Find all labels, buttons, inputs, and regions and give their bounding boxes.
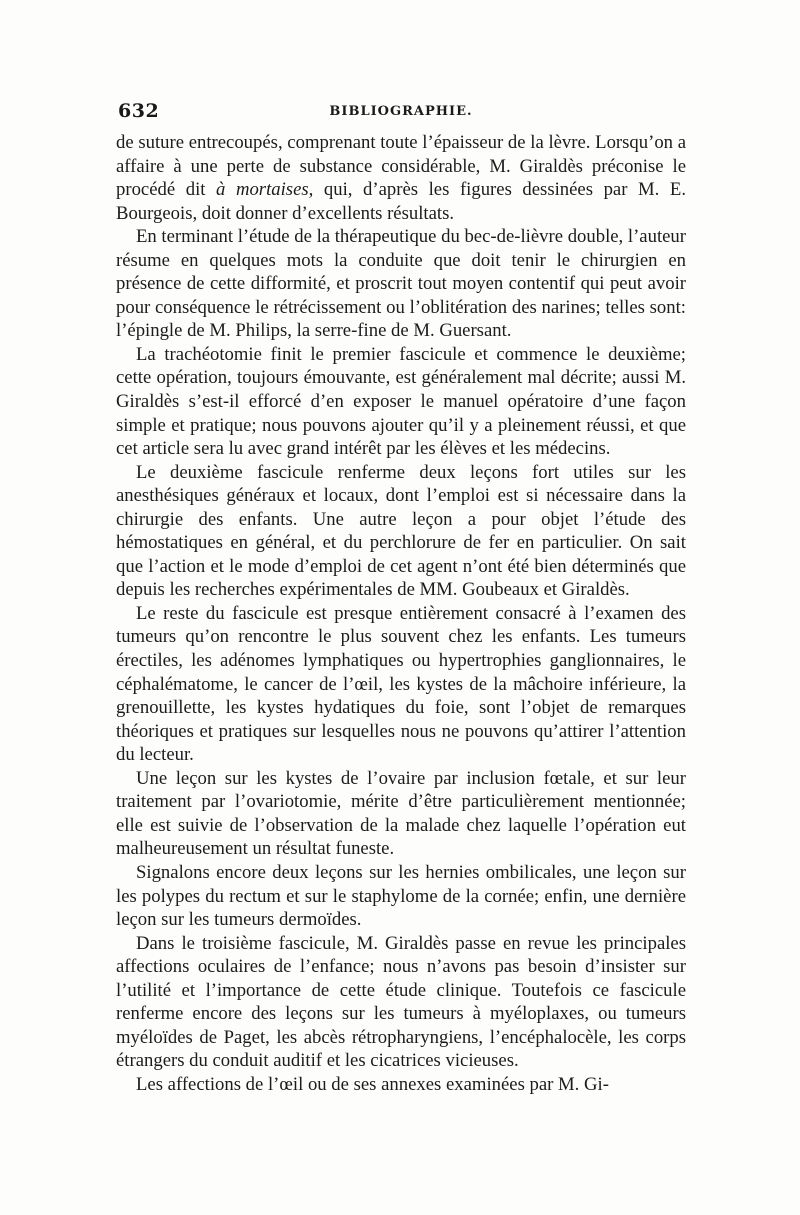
paragraph-6: Une leçon sur les kystes de l’ovaire par inclusion fœtale, et sur leur traitement par l’ovariotomie, mérite d’être particulièrement mentionnée; elle est suivie de l’observation de la malade chez laquelle l’opération eut malheureusement un résultat funeste.	[116, 767, 686, 860]
paragraph-5: Le reste du fascicule est presque entièrement consacré à l’examen des tumeurs qu’on rencontre le plus souvent chez les enfants. Les tumeurs érectiles, les adénomes lymphatiques ou hypertrophies ganglionnaires, le céphalématome, le cancer de l’œil, les kystes de la mâchoire inférieure, la grenouillette, les kystes hydatiques du foie, sont l’objet de remarques théoriques et pratiques sur lesquelles nous ne pouvons qu’attirer l’attention du lecteur.	[116, 602, 686, 766]
paragraph-8: Dans le troisième fascicule, M. Giraldès passe en revue les principales affections oculaires de l’enfance; nous n’avons pas besoin d’insister sur l’utilité et l’importance de cette étude clinique. Toutefois ce fascicule renferme encore des leçons sur les tumeurs à myéloplaxes, ou tumeurs myéloïdes de Paget, les abcès rétropharyngiens, l’encéphalocèle, les corps étrangers du conduit auditif et les cicatrices vicieuses.	[116, 932, 686, 1072]
page-number: 632	[118, 100, 160, 122]
running-title: BIBLIOGRAPHIE.	[329, 104, 473, 119]
emphasis-text: à mortaises,	[216, 179, 314, 201]
paragraph-3: La trachéotomie finit le premier fascicule et commence le deuxième; cette opération, toujours émouvante, est généralement mal décrite; aussi M. Giraldès s’est-il efforcé d’en exposer le manuel opératoire d’une façon simple et pratique; nous pouvons ajouter qu’il y a pleinement réussi, et que cet article sera lu avec grand intérêt par les élèves et les médecins.	[116, 343, 686, 460]
page-header	[118, 100, 684, 126]
body-text	[116, 131, 686, 1096]
paragraph-7: Signalons encore deux leçons sur les hernies ombilicales, une leçon sur les polypes du rectum et sur le staphylome de la cornée; enfin, une dernière leçon sur les tumeurs dermoïdes.	[116, 861, 686, 931]
paragraph-2: En terminant l’étude de la thérapeutique du bec-de-lièvre double, l’auteur résume en quelques mots la conduite que doit tenir le chirurgien en présence de cette difformité, et proscrit tout moyen contentif qui peut avoir pour conséquence le rétrécissement ou l’oblitération des narines; telles sont: l’épingle de M. Philips, la serre-fine de M. Guersant.	[116, 226, 687, 342]
paragraph-9: Les affections de l’œil ou de ses annexes examinées par M. Gi-	[136, 1073, 609, 1095]
paragraph-1: de suture entrecoupés, comprenant toute l’épaisseur de la lèvre. Lorsqu’on a affaire à une perte de substance considérable, M. Giraldès préconise le procédé dit à mortaises, qui, d’après les figures dessinées par M. E. Bourgeois, doit donner d’excellents résultats.	[116, 132, 686, 224]
paragraph-4: Le deuxième fascicule renferme deux leçons fort utiles sur les anesthésiques généraux et locaux, dont l’emploi est si nécessaire dans la chirurgie des enfants. Une autre leçon a pour objet l’étude des hémostatiques en général, et du perchlorure de fer en particulier. On sait que l’action et le mode d’emploi de cet agent n’ont été bien déterminés que depuis les recherches expérimentales de MM. Goubeaux et Giraldès.	[116, 461, 686, 601]
